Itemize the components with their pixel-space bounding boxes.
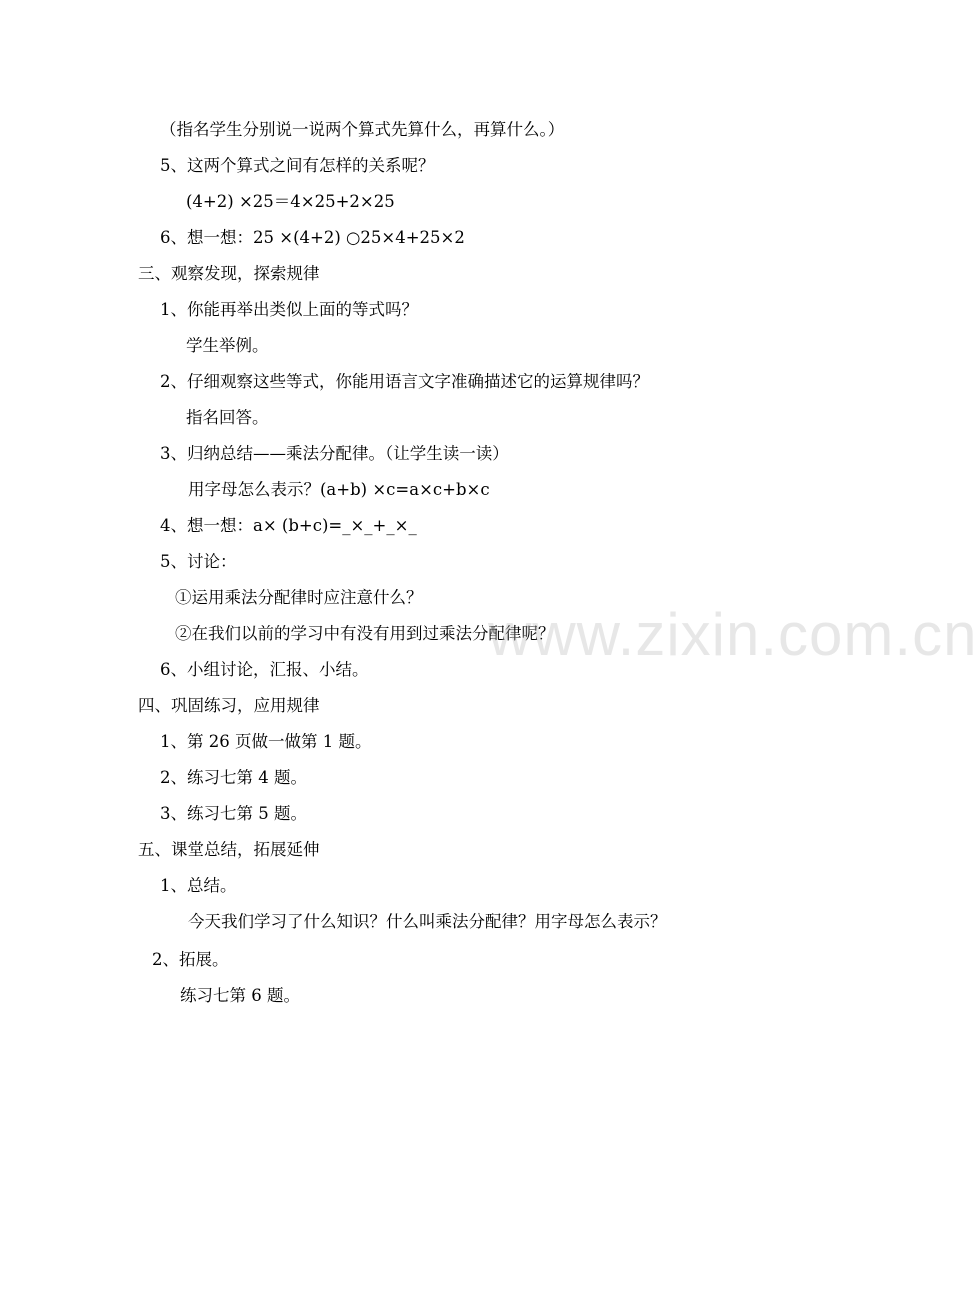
text-line: 3、练习七第 5 题。	[160, 804, 307, 823]
text-line: 5、这两个算式之间有怎样的关系呢？	[160, 156, 435, 175]
text-line: 学生举例。	[186, 336, 269, 355]
text-line: 3、归纳总结——乘法分配律。（让学生读一读）	[160, 444, 509, 463]
section-heading: 四、巩固练习，应用规律	[138, 696, 320, 715]
text-line: 今天我们学习了什么知识？什么叫乘法分配律？用字母怎么表示？	[188, 912, 667, 931]
section-heading: 五、课堂总结，拓展延伸	[138, 840, 320, 859]
text-line: 6、小组讨论，汇报、小结。	[160, 660, 369, 679]
text-line: 2、练习七第 4 题。	[160, 768, 307, 787]
text-line: 1、第 26 页做一做第 1 题。	[160, 732, 372, 751]
text-line: 2、仔细观察这些等式，你能用语言文字准确描述它的运算规律吗？	[160, 372, 649, 391]
text-line: ②在我们以前的学习中有没有用到过乘法分配律呢？	[175, 624, 555, 643]
text-line: (4+2) ×25＝4×25+2×25	[186, 192, 395, 211]
text-line: 练习七第 6 题。	[180, 986, 300, 1005]
text-line: ①运用乘法分配律时应注意什么？	[175, 588, 423, 607]
text-line: 4、想一想：a× (b+c)=_×_+_×_	[160, 516, 417, 535]
text-line: 指名回答。	[186, 408, 269, 427]
text-line: 2、拓展。	[152, 950, 229, 969]
text-line: 1、你能再举出类似上面的等式吗？	[160, 300, 418, 319]
section-heading: 三、观察发现，探索规律	[138, 264, 320, 283]
text-line: 1、总结。	[160, 876, 237, 895]
text-line: （指名学生分别说一说两个算式先算什么，再算什么。）	[160, 120, 565, 139]
watermark: www.zixin.com.cn	[488, 601, 977, 668]
text-line: 用字母怎么表示？(a+b) ×c=a×c+b×c	[188, 480, 490, 499]
text-line: 5、讨论：	[160, 552, 237, 571]
text-line: 6、想一想：25 ×(4+2) ○25×4+25×2	[160, 228, 465, 247]
